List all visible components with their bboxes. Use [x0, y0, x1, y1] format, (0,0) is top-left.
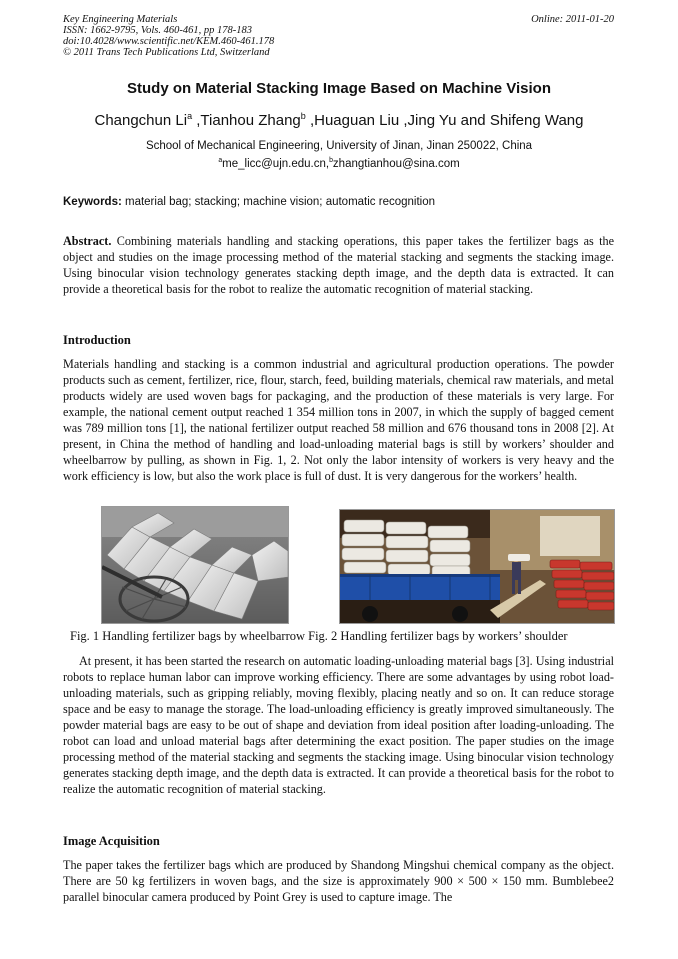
author-2-sup: b [300, 111, 306, 121]
journal-info [63, 14, 274, 58]
email-b: zhangtianhou@sina.com [332, 158, 460, 170]
figure-2-photo [340, 510, 614, 623]
paper-title: Study on Material Stacking Image Based on Machine Vision [127, 80, 551, 97]
keywords-label: Keywords: [63, 196, 122, 208]
introduction-heading: Introduction [63, 333, 131, 347]
image-acquisition-paragraph: The paper takes the fertilizer bags which are produced by Shandong Mingshui chemical company as the object. There are 50 kg fertilizers in woven bags, and the size is approximately 900 × 500 × 150 mm. Bumblebee2 parallel binocular camera produced by Point Grey is used to capture image. The [63, 858, 614, 904]
author-1: Changchun Li [94, 112, 188, 129]
journal-name: Key Engineering Materials [63, 14, 178, 25]
author-2: ,Tianhou Zhang [192, 112, 301, 129]
abstract [63, 233, 614, 297]
introduction-paragraph: Materials handling and stacking is a common industrial and agricultural production operations. The powder products such as cement, fertilizer, rice, flour, starch, feed, building materials, chemical raw materials, and metal products widely are used woven bags for packaging, and the production of these materials is very large. For example, the national cement output reached 1 354 million tons in 2007, in which the supply of bagged cement was 789 million tons [1], the national fertilizer output reached 58 million and 676 thousand tons in 2008 [2]. At present, in China the method of handling and load-unloading material bags is still by workers’ shoulder and wheelbarrow by pulling, as shown in Fig. 1, 2. Not only the labor intensity of workers is very heavy and the work efficiency is low, but also the work place is full of dust. It is very dangerous for the workers’ health. [63, 357, 614, 483]
online-date: Online: 2011-01-20 [531, 14, 614, 25]
email-b-sup: b [329, 157, 333, 165]
image-acquisition-heading: Image Acquisition [63, 834, 160, 848]
figure-2-image [339, 509, 615, 624]
figure-caption: Fig. 1 Handling fertilizer bags by wheelbarrow Fig. 2 Handling fertilizer bags by workers’ shoulder [70, 629, 568, 643]
affiliation: School of Mechanical Engineering, University of Jinan, Jinan 250022, China [145, 140, 533, 152]
author-1-sup: a [187, 111, 193, 121]
journal-doi: doi:10.4028/www.scientific.net/KEM.460-461.178 [63, 36, 275, 47]
author-rest: ,Huaguan Liu ,Jing Yu and Shifeng Wang [305, 112, 584, 129]
email-a: me_licc@ujn.edu.cn, [222, 158, 330, 170]
abstract-text: Combining materials handling and stacking operations, this paper takes the fertilizer bags as the object and studies on the image processing method of the material stacking and segments the stacking image. Using binocular vision technology generates stacking depth image, and the depth data is extracted. It can provide a theoretical basis for the robot to realize the automatic recognition of material stacking. [63, 234, 614, 296]
email-line [0, 158, 678, 170]
figure-1-photo [102, 507, 288, 623]
email-a-sup: a [218, 157, 223, 165]
author-list [0, 112, 678, 129]
journal-copyright: © 2011 Trans Tech Publications Ltd, Switzerland [63, 47, 270, 58]
keywords-text: material bag; stacking; machine vision; automatic recognition [121, 196, 436, 208]
figure-1-image [101, 506, 289, 624]
abstract-label: Abstract. [63, 234, 112, 248]
paragraph-2: At present, it has been started the research on automatic loading-unloading material bags [3]. Using industrial robots to replace human labor can improve working efficiency. There are some advantages by using robot load-unloading materials, such as gripping reliably, moving flexibly, placing neatly and so on. It can reduce storage space and be easy to manage the storage. The load-unloading efficiency is greatly improved simultaneously. The powder material bags are easy to be out of shape and deviation from ideal position after loading-unloading. The robot can load and unload material bags after determining the exact position. The paper studies on the image processing method of the material stacking and segments the stacking image. Using binocular vision technology generates stacking depth image, and the depth data is extracted. It can provide a theoretical basis for the robot to realize the automatic recognition of material stacking. [63, 654, 614, 796]
keywords [63, 196, 435, 208]
journal-issn: ISSN: 1662-9795, Vols. 460-461, pp 178-183 [63, 25, 252, 36]
